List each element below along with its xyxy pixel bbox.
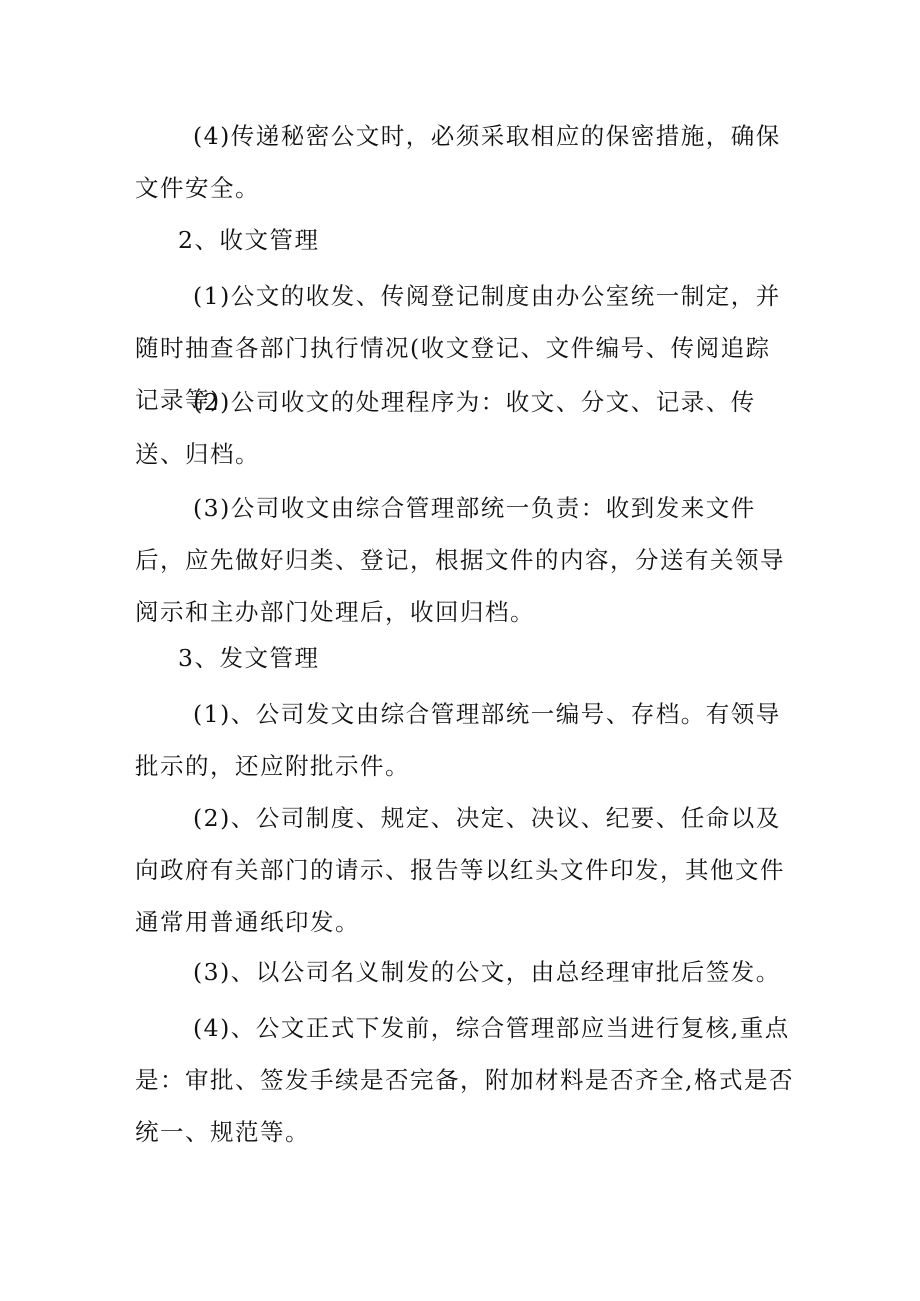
paragraph-receive-procedure: (2)公司收文的处理程序为：收文、分文、记录、传送、归档。: [135, 388, 756, 468]
paragraph-send-review: (4)、公文正式下发前，综合管理部应当进行复核,重点是：审批、签发手续是否完备，附加材料是否齐全,格式是否统一、规范等。: [135, 1014, 794, 1146]
section-heading-receive: 2、收文管理: [178, 226, 320, 254]
paragraph-receive-registration: (1)公文的收发、传阅登记制度由办公室统一制定，并随时抽查各部门执行情况(收文登记、文件编号、传阅追踪记录等): [135, 282, 781, 414]
paragraph-secret-transfer: (4)传递秘密公文时，必须采取相应的保密措施，确保文件安全。: [135, 122, 781, 202]
paragraph-receive-responsibility: (3)公司收文由综合管理部统一负责：收到发来文件后，应先做好归类、登记，根据文件的内容，分送有关领导阅示和主办部门处理后，收回归档。: [135, 494, 785, 626]
section-heading-send: 3、发文管理: [178, 644, 320, 672]
paragraph-send-numbering: (1)、公司发文由综合管理部统一编号、存档。有领导批示的，还应附批示件。: [135, 700, 781, 780]
paragraph-send-printing: (2)、公司制度、规定、决定、决议、纪要、任命以及向政府有关部门的请示、报告等以红头文件印发，其他文件通常用普通纸印发。: [135, 804, 785, 936]
paragraph-send-approval: (3)、以公司名义制发的公文，由总经理审批后签发。: [193, 958, 781, 986]
